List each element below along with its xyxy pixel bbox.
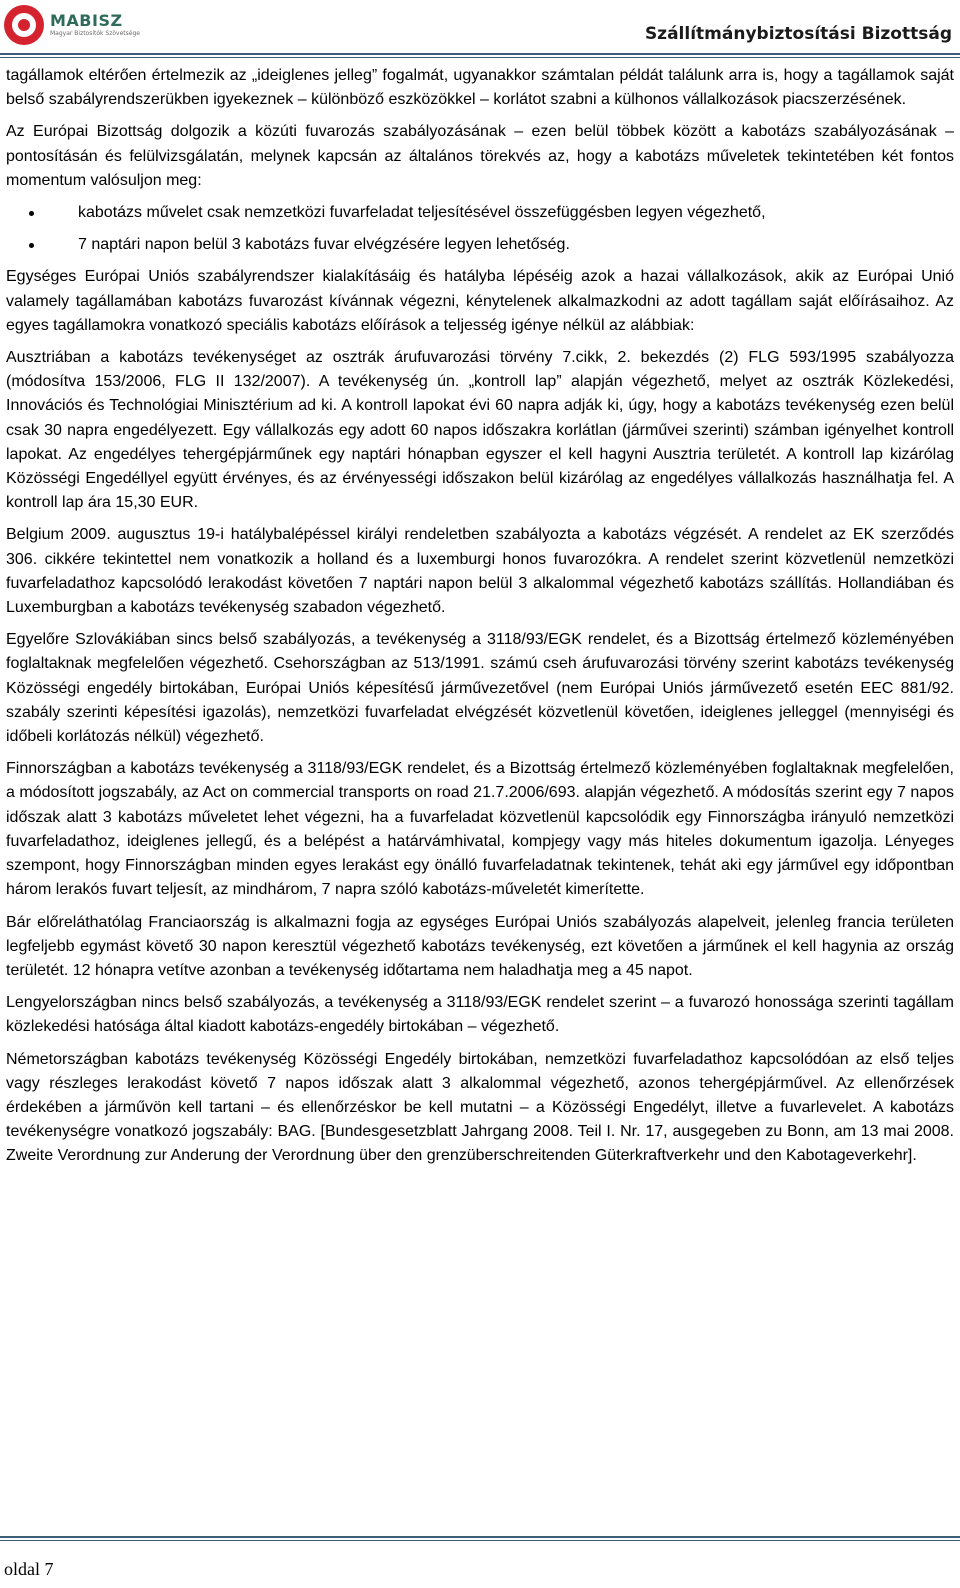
paragraph: Az Európai Bizottság dolgozik a közúti fuvarozás szabályozásának – ezen belül többek között a kabotázs szabályozásának – pontosításán és felülvizsgálatán, melynek kapcsán az általános törekvés az, hogy a kabotázs műveletek tekintetében két fontos momentum valósuljon meg: (6, 123, 954, 189)
page-number: oldal 7 (4, 1559, 54, 1579)
header-title: Szállítmánybiztosítási Bizottság (644, 24, 952, 44)
paragraph: tagállamok eltérően értelmezik az „ideiglenes jelleg” fogalmát, ugyanakkor számtalan példát találunk arra is, hogy a tagállamok saját belső szabályrendszerükben igyekeznek – különböző eszközökkel – korlátot szabni a külhonos vállalkozások piacszerzésének. (6, 67, 954, 109)
paragraph-germany: Németországban kabotázs tevékenység Közösségi Engedély birtokában, nemzetközi fuvarfeladathoz kapcsolódóan az első teljes vagy részleges lerakodást követő 7 napos időszak alatt 3 alkalommal végezhető, azonos tehergépjárművel. Az ellenőrzések érdekében a járművön kell tartani – és ellenőrzéskor be kell mutatni – a Közösségi Engedélyt, illetve a fuvarlevelet. A kabotázs tevékenységre vonatkozó jogszabály: BAG. [Bundesgesetzblatt Jahrgang 2008. Teil I. Nr. 17, ausgegeben zu Bonn, am 13 mai 2008. Zweite Verordnung zur Anderung der Verordnung über den grenzüberschreitenden Güterkraftverkehr und den Kabotageverkehr]. (6, 1050, 954, 1165)
paragraph-slovakia-czech: Egyelőre Szlovákiában sincs belső szabályozás, a tevékenység a 3118/93/EGK rendelet, és a Bizottság értelmező közleményében foglaltaknak megfelelően végezhető. Csehországban az 513/1991. számú cseh árufuvarozási törvény szerint kabotázs tevékenység Közösségi engedély birtokában, Európai Uniós képesítésű járművezetővel (nem Európai Uniós járművezető esetén EEC 881/92. szabály szerinti képesítési igazolás), nemzetközi fuvarfeladat elvégzését közvetlenül követően, ideiglenes jelleggel (mennyiségi és időbeli korlátozás nélkül) végezhető. (6, 631, 954, 746)
bullet-icon (29, 211, 34, 216)
bullet-list (6, 201, 954, 257)
logo-name: MABISZ (50, 11, 123, 30)
paragraph-france: Bár előreláthatólag Franciaország is alkalmazni fogja az egységes Európai Uniós szabályozás alapelveit, jelenleg francia területen legfeljebb egymást követő 30 napon keresztül végezhető kabotázs tevékenység, ezt követően a járműnek el kell hagynia az ország területét. 12 hónapra vetítve azonban a tevékenység időtartama nem haladhatja meg a 45 napot. (6, 913, 954, 979)
header-divider (0, 53, 960, 55)
mabisz-logo-icon (4, 5, 44, 45)
paragraph-finland: Finnországban a kabotázs tevékenység a 3118/93/EGK rendelet, és a Bizottság értelmező közleményében foglaltaknak megfelelően, a módosított jogszabály, az Act on commercial transports on road 21.7.2006/693. alapján végezhető. A módosítás szerint egy 7 napos időszak alatt 3 kabotázs műveletet lehet végezni, ha a fuvarfeladat közvetlenül kapcsolódik egy Finnországba irányuló nemzetközi fuvarfeladathoz, ideiglenes jellegű, és a belépést a határvámhivatal, kompjegy vagy más hiteles dokumentum igazolja. Lényeges szempont, hogy Finnországban minden egyes lerakást egy önálló fuvarfeladatnak tekintenek, tehát aki egy járművel egy időpontban három lerakós fuvart teljesít, az mindhárom, 7 napra szóló kabotázs-műveletét kimerítette. (6, 760, 954, 899)
logo-text (50, 12, 140, 38)
paragraph-poland: Lengyelországban nincs belső szabályozás, a tevékenység a 3118/93/EGK rendelet szerint – a fuvarozó honossága szerinti tagállam közlekedési hatósága által kiadott kabotázs-engedély birtokában – végezhető. (6, 994, 954, 1036)
footer-divider (0, 1536, 960, 1538)
mabisz-logo (4, 4, 140, 46)
bullet-item (6, 201, 954, 225)
footer-divider-thin (0, 1540, 960, 1541)
header-divider-thin (0, 57, 960, 58)
paragraph: Egységes Európai Uniós szabályrendszer kialakításáig és hatályba lépéséig azok a hazai vállalkozások, akik az Európai Unió valamely tagállamában kabotázs fuvarozást kívánnak végezni, kénytelenek alkalmazkodni az adott tagállam saját előírásaihoz. Az egyes tagállamokra vonatkozó speciális kabotázs előírások a teljesség igénye nélkül az alábbiak: (6, 268, 954, 334)
document-body (6, 64, 954, 1177)
bullet-text: kabotázs művelet csak nemzetközi fuvarfeladat teljesítésével összefüggésben legyen végezhető, (78, 204, 766, 222)
page-header (0, 0, 960, 58)
paragraph-austria: Ausztriában a kabotázs tevékenységet az osztrák árufuvarozási törvény 7.cikk, 2. bekezdés (2) FLG 593/1995 szabályozza (módosítva 153/2006, FLG II 132/2007). A tevékenység ún. „kontroll lap” alapján végezhető, melyet az osztrák Közlekedési, Innovációs és Technológiai Minisztérium ad ki. A kontroll lapokat évi 60 napra adják ki, úgy, hogy a kabotázs tevékenység ezen belül csak 30 napra engedélyezett. Egy vállalkozás egy adott 60 napos időszakra korlátlan (járművei szerinti) számban igényelhet kontroll lapokat. Az engedélyes tehergépjárműnek egy naptári hónapban egyszer el kell hagyni Ausztria területét. A kontroll lap kizárólag Közösségi Engedéllyel együtt érvényes, és az érvényességi időszakon belül kizárólag az engedélyes vállalkozás használhatja fel. A kontroll lap ára 15,30 EUR. (6, 349, 954, 512)
logo-tagline: Magyar Biztosítók Szövetsége (50, 30, 140, 37)
bullet-item (6, 233, 954, 257)
paragraph-belgium: Belgium 2009. augusztus 19-i hatálybalépéssel királyi rendeletben szabályozta a kabotázs végzését. A rendelet az EK szerződés 306. cikkére tekintettel nem vonatkozik a holland és a luxemburgi honos fuvarozókra. A rendelet szerint közvetlenül nemzetközi fuvarfeladathoz kapcsolódó lerakodást követően 7 naptári napon belül 3 alkalommal végezhető kabotázs szállítás. Hollandiában és Luxemburgban a kabotázs tevékenység szabadon végezhető. (6, 526, 954, 617)
bullet-icon (29, 243, 34, 248)
bullet-text: 7 naptári napon belül 3 kabotázs fuvar elvégzésére legyen lehetőség. (78, 236, 570, 254)
